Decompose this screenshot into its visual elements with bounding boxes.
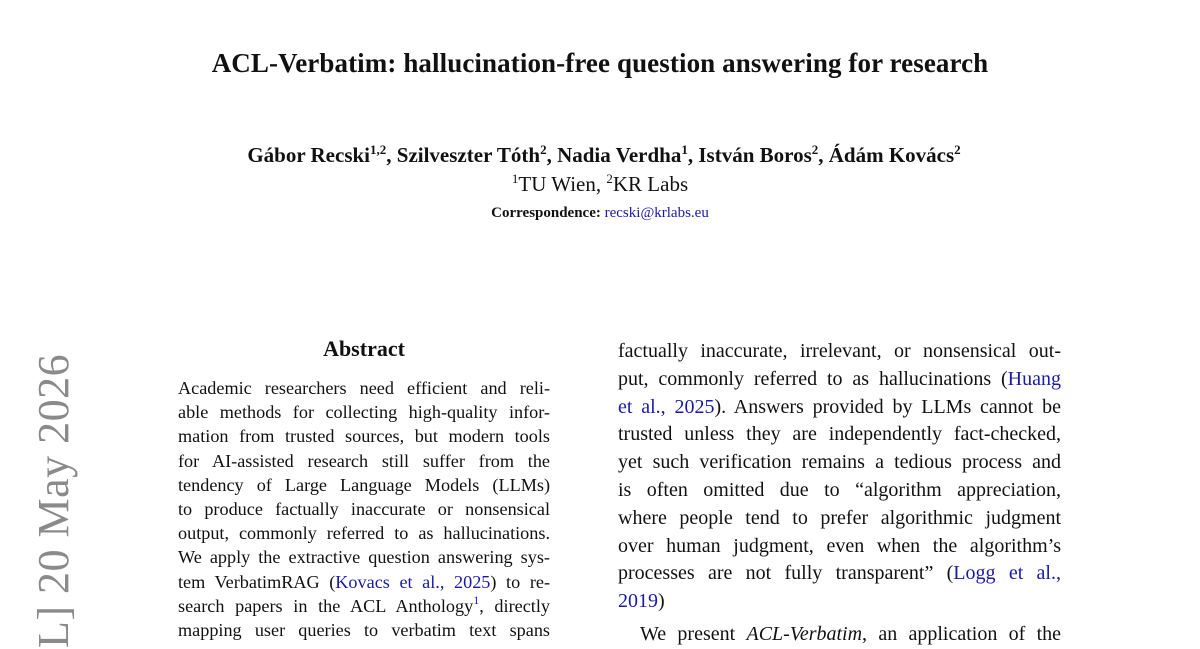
citation-link[interactable]: Huang	[1007, 367, 1061, 390]
paragraph-start-line	[618, 621, 1061, 649]
author-list	[0, 143, 1200, 168]
affiliation-name: KR Labs	[612, 172, 689, 196]
author-separator: ,	[546, 143, 558, 167]
author-affiliation-mark: 1,2	[370, 142, 387, 157]
text-segment: search papers in the ACL Anthology	[178, 595, 474, 616]
system-name: ACL-Verbatim	[746, 622, 863, 645]
body-line: over human judgment, even when the algorithm’s	[618, 534, 1061, 557]
abstract-line: for AI-assisted research still suffer from the	[178, 450, 550, 471]
author-affiliation-mark: 2	[954, 142, 961, 157]
body-line	[618, 366, 1061, 394]
correspondence-email-link[interactable]: recski@krlabs.eu	[604, 205, 709, 221]
correspondence	[0, 205, 1200, 222]
abstract-body	[178, 376, 550, 642]
author-name: Ádám Kovács	[828, 143, 955, 167]
author-name: Nadia Verdha	[557, 143, 682, 167]
introduction-column	[618, 338, 1061, 649]
affiliation-number: 1	[511, 171, 519, 186]
citation-link[interactable]: 2019	[618, 590, 658, 613]
affiliation-name: TU Wien,	[518, 172, 607, 196]
abstract-line	[178, 570, 550, 594]
paper-title: ACL-Verbatim: hallucination-free question answering for research	[211, 48, 989, 78]
author-affiliation-mark: 2	[540, 142, 547, 157]
arxiv-side-stamp: L] 20 May 2026	[29, 353, 78, 648]
abstract-line	[178, 594, 550, 618]
text-segment: tem VerbatimRAG (	[178, 571, 336, 592]
affiliations	[0, 172, 1200, 197]
affiliation-number: 2	[606, 171, 613, 186]
citation-link[interactable]: et al., 2025	[618, 395, 715, 418]
abstract-line: mation from trusted sources, but modern tools	[178, 426, 550, 447]
author-affiliation-mark: 1	[681, 142, 688, 157]
abstract-line: We apply the extractive question answering sys-	[178, 547, 550, 568]
text-segment: , directly	[479, 595, 550, 616]
text-segment: ) to re-	[490, 571, 550, 592]
abstract-section	[178, 336, 550, 642]
author-name: Gábor Recski	[247, 143, 371, 167]
text-segment: , an application of the	[862, 622, 1062, 645]
body-line	[618, 560, 1061, 588]
abstract-line: tendency of Large Language Models (LLMs)	[178, 474, 550, 495]
body-line: trusted unless they are independently fact-checked,	[618, 423, 1061, 446]
abstract-line: to produce factually inaccurate or nonsensical	[178, 498, 550, 519]
author-name: Szilveszter Tóth	[396, 143, 541, 167]
abstract-line: Academic researchers need efficient and reli-	[178, 378, 550, 398]
author-separator: ,	[818, 143, 829, 167]
abstract-heading: Abstract	[323, 336, 405, 361]
footnote-link[interactable]: 1	[473, 592, 480, 607]
abstract-line: output, commonly referred to as hallucinations.	[178, 523, 550, 544]
text-segment: processes are not fully transparent” (	[618, 562, 954, 585]
correspondence-label: Correspondence:	[491, 205, 601, 221]
text-segment: We present	[640, 622, 747, 645]
body-line	[618, 588, 1061, 616]
text-segment: put, commonly referred to as hallucinations (	[618, 367, 1008, 390]
citation-link[interactable]: Logg et al.,	[953, 562, 1061, 585]
abstract-line: mapping user queries to verbatim text spans	[178, 619, 550, 640]
text-segment: ). Answers provided by LLMs cannot be	[714, 395, 1062, 418]
body-line: yet such verification remains a tedious process and	[618, 451, 1061, 474]
body-line: factually inaccurate, irrelevant, or nonsensical out-	[618, 340, 1061, 362]
body-line	[618, 394, 1061, 422]
author-affiliation-mark: 2	[811, 142, 819, 157]
author-name: István Boros	[698, 143, 812, 167]
text-segment: )	[658, 590, 665, 613]
author-separator: ,	[386, 143, 397, 167]
body-line: is often omitted due to “algorithm appreciation,	[618, 478, 1061, 501]
citation-link[interactable]: Kovacs et al., 2025	[335, 571, 491, 592]
author-separator: ,	[687, 143, 699, 167]
body-line: where people tend to prefer algorithmic judgment	[618, 506, 1061, 529]
abstract-line: able methods for collecting high-quality infor-	[178, 402, 550, 423]
